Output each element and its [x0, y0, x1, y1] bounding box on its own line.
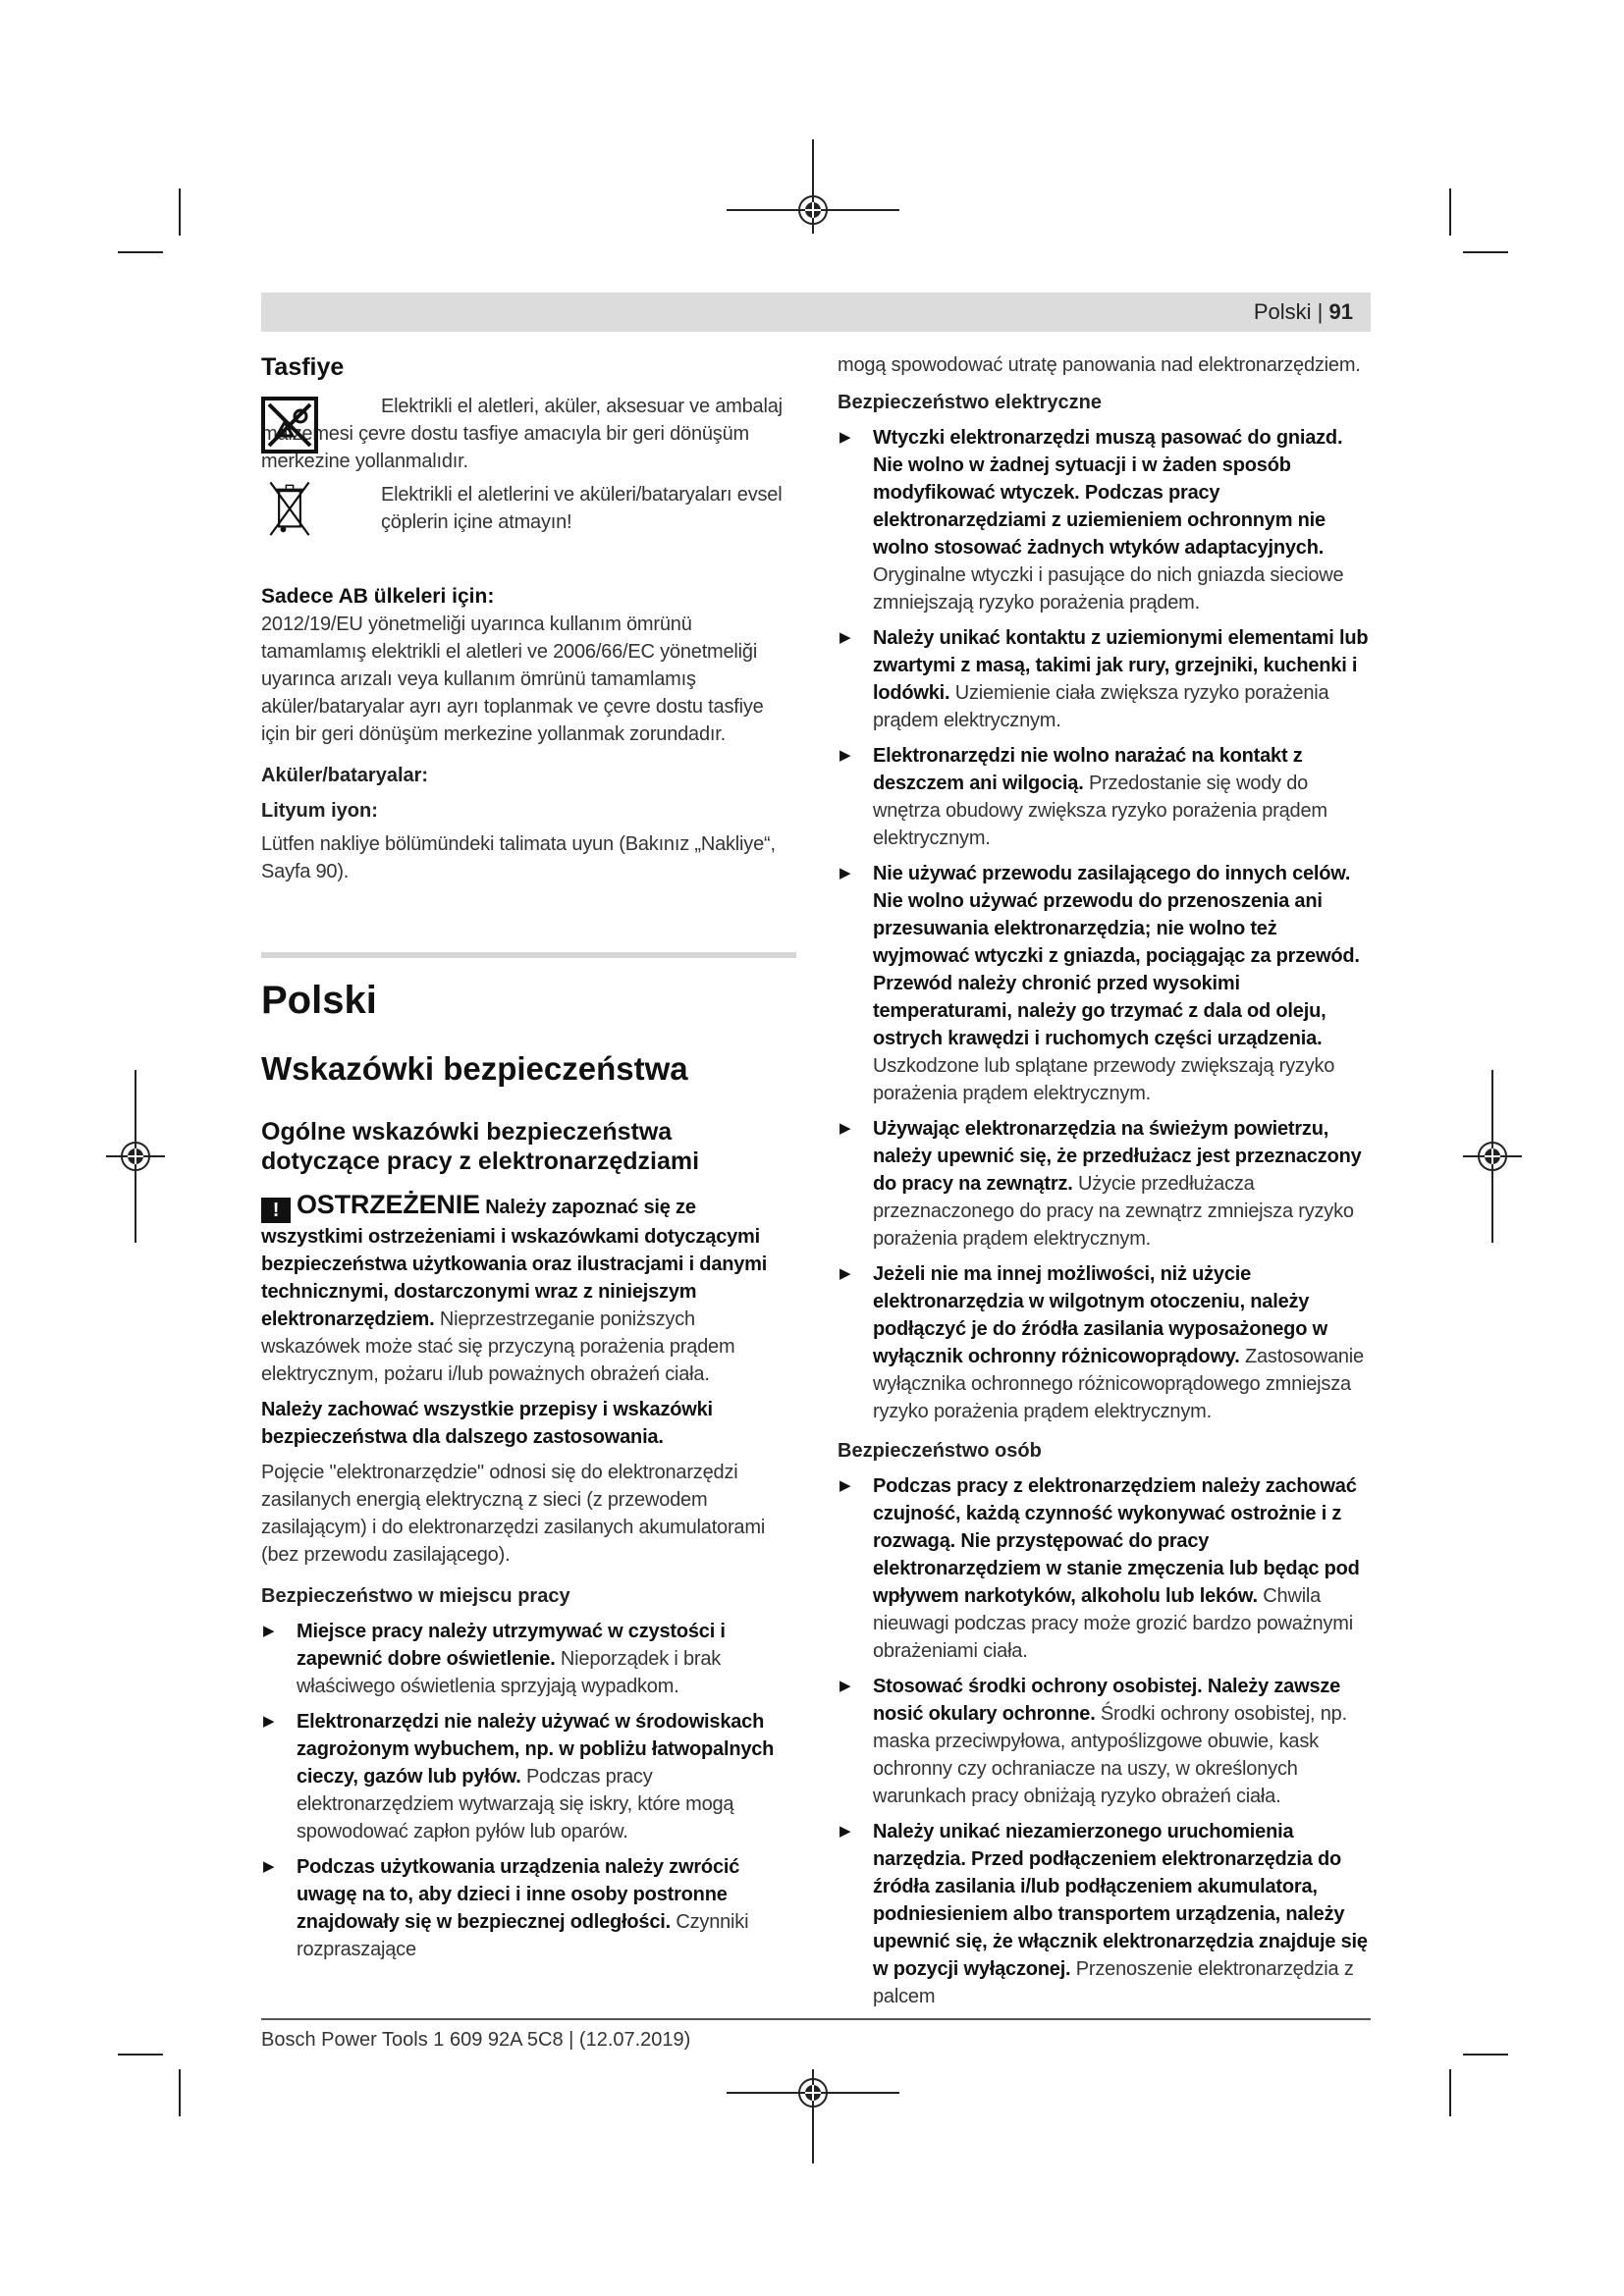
- recycle-disposal-icon: [261, 397, 318, 454]
- crop-mark: [179, 2069, 181, 2116]
- section-divider: [261, 952, 796, 958]
- crop-mark: [1449, 2069, 1451, 2116]
- crop-mark: [1463, 2054, 1508, 2056]
- warning-paragraph: [261, 1190, 796, 1388]
- list-item: ▶ Stosować środki ochrony osobistej. Należy zawsze nosić okulary ochronne. Środki ochrony osobistej, np. maska przeciwpyłowa, antypoślizgowe obuwie, kask ochronny czy ochraniacze na uszy, w określonych warunkach pracy obniżają ryzyko obrażeń ciała.: [838, 1673, 1373, 1810]
- list-item: ▶ Jeżeli nie ma innej możliwości, niż użycie elektronarzędzia w wilgotnym otoczeniu, należy podłączyć je do źródła zasilania wyposażonego w wyłącznik ochronny różnicowoprądowy. Zastosowanie wyłącznika ochronnego różnicowoprądowego zmniejsza ryzyko porażenia prądem elektrycznym.: [838, 1260, 1373, 1425]
- tasfiye-item: [261, 393, 796, 475]
- electrical-heading: Bezpieczeństwo elektryczne: [838, 392, 1102, 413]
- ab-text: 2012/19/EU yönetmeliği uyarınca kullanım ömrünü tamamlamış elektrikli el aletleri ve 2006/66/EC yönetmeliği uyarınca arızalı veya kullanım ömrünü tamamlamış aküler/bataryalar ayrı ayrı toplanmak ve çevre dostu tasfiye için bir geri dönüşüm merkezine yollanmak zorundadır.: [261, 614, 764, 745]
- ab-heading: Sadece AB ülkeleri için:: [261, 585, 495, 608]
- registration-mark-icon: [106, 1070, 165, 1243]
- list-item: ▶ Należy unikać niezamierzonego uruchomienia narzędzia. Przed podłączeniem elektronarzędzia do źródła zasilania i/lub podłączeniem akumulatora, podniesieniem albo transportem urządzenia, należy upewnić się, że włącznik elektronarzędzia znajduje się w pozycji wyłączonej. Przenoszenie elektronarzędzia z palcem: [838, 1818, 1373, 2010]
- page-header: [1254, 296, 1353, 328]
- registration-mark-icon: [1463, 1070, 1522, 1243]
- lityum-heading: Lityum iyon:: [261, 800, 378, 822]
- subsection-title: Ogólne wskazówki bezpieczeństwa dotyczące pracy z elektronarzędziami: [261, 1118, 700, 1175]
- list-item: ▶ Nie używać przewodu zasilającego do innych celów. Nie wolno używać przewodu do przenoszenia ani przesuwania elektronarzędzia; nie wolno też wyjmować wtyczki z gniazda, pociągając za przewód. Przewód należy chronić przed wysokimi temperaturami, należy go trzymać z dala od oleju, ostrych krawędzi i ruchomych części urządzenia. Uszkodzone lub splątane przewody zwiększają ryzyko porażenia prądem elektrycznym.: [838, 860, 1373, 1107]
- lityum-text: Lütfen nakliye bölümündeki talimata uyun (Bakınız „Nakliye“, Sayfa 90).: [261, 833, 776, 882]
- warning-triangle-icon: !: [261, 1198, 291, 1223]
- list-item: ▶ Elektronarzędzi nie wolno narażać na kontakt z deszczem ani wilgocią. Przedostanie się wody do wnętrza obudowy zwiększa ryzyko porażenia prądem elektrycznym.: [838, 742, 1373, 852]
- right-column: [838, 351, 1373, 2010]
- section-title: Wskazówki bezpieczeństwa: [261, 1050, 688, 1087]
- list-item: ▶ Wtyczki elektronarzędzi muszą pasować do gniazd. Nie wolno w żadnej sytuacji i w żaden sposób modyfikować wtyczek. Podczas pracy elektronarzędziami z uziemieniem ochronnym nie wolno stosować żadnych wtyków adaptacyjnych. Oryginalne wtyczki i pasujące do nich gniazda sieciowe zmniejszają ryzyko porażenia prądem.: [838, 424, 1373, 616]
- continued-text: mogą spowodować utratę panowania nad elektronarzędziem.: [838, 354, 1361, 376]
- header-separator: |: [1317, 299, 1324, 324]
- list-item: ▶ Podczas pracy z elektronarzędziem należy zachować czujność, każdą czynność wykonywać ostrożnie i z rozwagą. Nie przystępować do pracy elektronarzędziem w stanie zmęczenia lub będąc pod wpływem narkotyków, alkoholu lub leków. Chwila nieuwagi podczas pracy może grozić bardzo poważnymi obrażeniami ciała.: [838, 1472, 1373, 1665]
- list-item: ▶ Elektronarzędzi nie należy używać w środowiskach zagrożonym wybuchem, np. w pobliżu łatwopalnych cieczy, gazów lub pyłów. Podczas pracy elektronarzędziem wytwarzają się iskry, które mogą spowodować zapłon pyłów lub oparów.: [261, 1708, 796, 1845]
- definition-text: Pojęcie "elektronarzędzie" odnosi się do elektronarzędzi zasilanych energią elektryczną z sieci (z przewodem zasilającym) i do elektronarzędzi zasilanych akumulatorami (bez przewodu zasilającego).: [261, 1462, 766, 1566]
- crop-mark: [1463, 251, 1508, 253]
- warning-label: ! OSTRZEŻENIE: [261, 1190, 480, 1219]
- list-item: ▶ Miejsce pracy należy utrzymywać w czystości i zapewnić dobre oświetlenie. Nieporządek i brak właściwego oświetlenia sprzyjają wypadkom.: [261, 1618, 796, 1700]
- tasfiye-text-1: Elektrikli el aletleri, aküler, aksesuar ve ambalaj malzemesi çevre dostu tasfiye amacıyla bir geri dönüşüm merkezine yollanmalıdır.: [261, 396, 783, 472]
- tasfiye-item: [261, 481, 796, 563]
- page-header-band: [261, 293, 1371, 332]
- crop-mark: [118, 251, 163, 253]
- crop-mark: [1449, 188, 1451, 236]
- registration-mark-icon: [727, 2069, 899, 2163]
- footer-rule: [261, 2018, 1371, 2020]
- list-item: ▶ Używając elektronarzędzia na świeżym powietrzu, należy upewnić się, że przedłużacz jest przeznaczony do pracy na zewnątrz. Użycie przedłużacza przeznaczonego do pracy na zewnątrz zmniejsza ryzyko porażenia prądem elektrycznym.: [838, 1115, 1373, 1253]
- persons-heading: Bezpieczeństwo osób: [838, 1440, 1042, 1462]
- registration-mark-icon: [727, 139, 899, 234]
- warning-bold-text: Należy zapoznać się ze wszystkimi ostrzeżeniami i wskazówkami dotyczącymi bezpieczeństwa użytkowania oraz ilustracjami i danymi technicznymi, dostarczonymi wraz z niniejszym elektronarzędziem.: [261, 1197, 768, 1330]
- tasfiye-text-2: Elektrikli el aletlerini ve aküleri/bataryaları evsel çöplerin içine atmayın!: [381, 484, 783, 533]
- akuler-heading: Aküler/bataryalar:: [261, 765, 429, 786]
- tasfiye-heading: Tasfiye: [261, 353, 345, 381]
- workplace-heading: Bezpieczeństwo w miejscu pracy: [261, 1585, 570, 1607]
- crossed-bin-icon: [261, 481, 318, 538]
- page-number: 91: [1328, 299, 1353, 324]
- keep-instructions: Należy zachować wszystkie przepisy i wskazówki bezpieczeństwa dla dalszego zastosowania.: [261, 1399, 713, 1448]
- language-title: Polski: [261, 979, 377, 1022]
- list-item: ▶ Należy unikać kontaktu z uziemionymi elementami lub zwartymi z masą, takimi jak rury, grzejniki, kuchenki i lodówki. Uziemienie ciała zwiększa ryzyko porażenia prądem elektrycznym.: [838, 624, 1373, 734]
- header-section: Polski: [1253, 299, 1312, 324]
- page-footer: Bosch Power Tools 1 609 92A 5C8 | (12.07.2019): [261, 2029, 691, 2051]
- list-item: ▶ Podczas użytkowania urządzenia należy zwrócić uwagę na to, aby dzieci i inne osoby postronne znajdowały się w bezpiecznej odległości. Czynniki rozpraszające: [261, 1853, 796, 1963]
- crop-mark: [179, 188, 181, 236]
- left-column: [261, 351, 796, 1963]
- warning-normal-text: Nieprzestrzeganie poniższych wskazówek może stać się przyczyną porażenia prądem elektrycznym, pożaru i/lub poważnych obrażeń ciała.: [261, 1308, 735, 1385]
- crop-mark: [118, 2054, 163, 2056]
